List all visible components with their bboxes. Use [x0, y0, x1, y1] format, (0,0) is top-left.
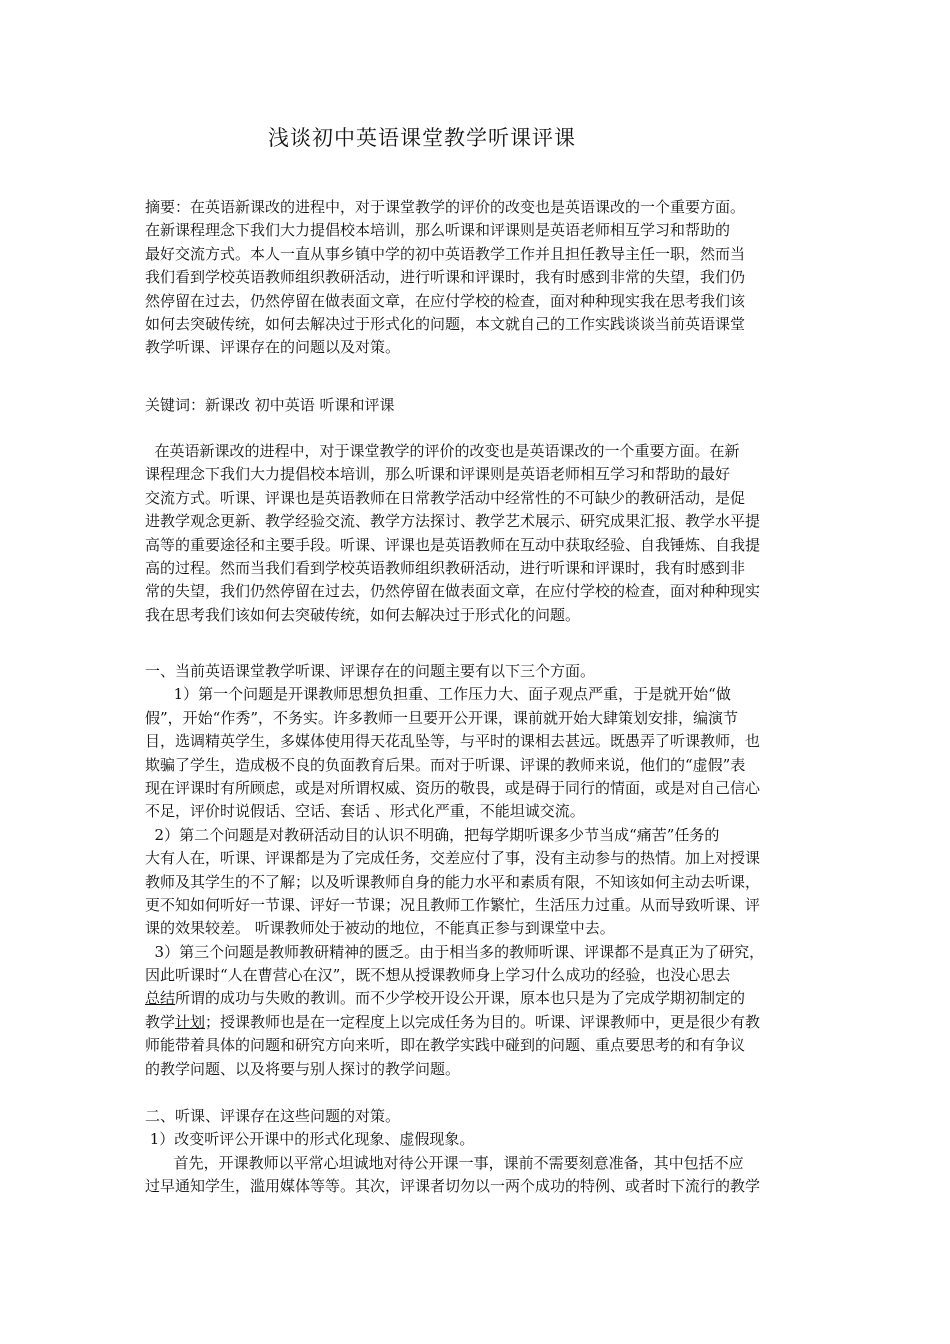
body-line: 假”，开始“作秀”，不务实。许多教师一旦要开公开课，课前就开始大肆策划安排，编演节: [145, 708, 739, 727]
keywords-line: 关键词：新课改 初中英语 听课和评课: [145, 396, 395, 414]
section-one: [145, 660, 805, 1081]
body-line: 现在评课时有所顾虑，或是对所谓权威、资历的敬畏，或是碍于同行的情面，或是对自己信心: [145, 778, 761, 797]
document-title: 浅谈初中英语课堂教学听课评课: [268, 126, 576, 150]
line-text: 教学: [145, 1012, 176, 1031]
line-text: 所谓的成功与失败的教训。而不少学校开设公开课，原本也只是为了完成学期初制定的: [175, 989, 746, 1008]
intro-line: 进教学观念更新、教学经验交流、教学方法探讨、教学艺术展示、研究成果汇报、教学水平提: [145, 512, 761, 531]
body-line: 首先，开课教师以平常心坦诚地对待公开课一事，课前不需要刻意准备，其中包括不应: [145, 1153, 744, 1172]
body-line: 欺骗了学生，造成极不良的负面教育后果。而对于听课、评课的教师来说，他们的“虚假”表: [145, 755, 746, 774]
line-text: ；授课教师也是在一定程度上以完成任务为目的。听课、评课教师中，更是很少有教: [205, 1012, 761, 1031]
section-heading: 二、听课、评课存在这些问题的对策。: [145, 1107, 401, 1125]
abstract-line: 我们看到学校英语教师组织教研活动，进行听课和评课时，我有时感到非常的失望，我们仍: [145, 268, 746, 287]
intro-line: 我在思考我们该如何去突破传统，如何去解决过于形式化的问题。: [145, 605, 581, 624]
keywords-block: [145, 394, 805, 417]
intro-line: 在英语新课改的进程中，对于课堂教学的评价的改变也是英语课改的一个重要方面。在新: [145, 442, 740, 460]
underlined-term: 总结: [145, 989, 176, 1008]
body-line: 过早通知学生，滥用媒体等等。其次，评课者切勿以一两个成功的特例、或者时下流行的教学: [145, 1177, 761, 1196]
intro-paragraph: [145, 440, 805, 627]
underlined-term: 计划: [175, 1012, 206, 1031]
body-line-with-link: [145, 987, 805, 1010]
intro-line: 交流方式。听课、评课也是英语教师在日常教学活动中经常性的不可缺少的教研活动，是促: [145, 488, 746, 507]
intro-line: 常的失望，我们仍然停留在过去，仍然停留在做表面文章，在应付学校的检查，面对种种现实: [145, 582, 761, 601]
section-two: [145, 1105, 805, 1199]
intro-line: 高的过程。然而当我们看到学校英语教师组织教研活动，进行听课和评课时，我有时感到非: [145, 558, 746, 577]
section-heading: 一、当前英语课堂教学听课、评课存在的问题主要有以下三个方面。: [145, 662, 596, 680]
body-line: 的教学问题、以及将要与别人探讨的教学问题。: [145, 1059, 461, 1078]
abstract-line: 摘要：在英语新课改的进程中，对于课堂教学的评价的改变也是英语课改的一个重要方面。: [145, 198, 746, 216]
body-line: 课的效果较差。 听课教师处于被动的地位，不能真正参与到课堂中去。: [145, 919, 615, 938]
body-line: 更不知如何听好一节课、评好一节课；况且教师工作繁忙，生活压力过重。从而导致听课、评: [145, 895, 761, 914]
subsection-heading: 1）改变听评公开课中的形式化现象、虚假现象。: [145, 1130, 475, 1149]
body-line: 3）第三个问题是教师教研精神的匮乏。由于相当多的教师听课、评课都不是真正为了研究，: [145, 942, 765, 961]
body-line: 2）第二个问题是对教研活动目的认识不明确，把每学期听课多少节当成“痛苦”任务的: [145, 825, 720, 844]
body-line: 师能带着具体的问题和研究方向来听，即在教学实践中碰到的问题、重点要思考的和有争议: [145, 1036, 746, 1055]
body-line: 大有人在，听课、评课都是为了完成任务，交差应付了事，没有主动参与的热情。加上对授课: [145, 849, 761, 868]
body-line-with-link: [145, 1011, 805, 1034]
body-line: 教师及其学生的不了解；以及听课教师自身的能力水平和素质有限，不知该如何主动去听课，: [145, 872, 761, 891]
body-line: 目，选调精英学生，多媒体使用得天花乱坠等，与平时的课相去甚远。既愚弄了听课教师，也: [145, 732, 761, 751]
body-line: 不足，评价时说假话、空话、套话 、形式化严重，不能坦诚交流。: [145, 802, 585, 821]
abstract-line: 在新课程理念下我们大力提倡校本培训，那么听课和评课则是英语老师相互学习和帮助的: [145, 221, 731, 240]
abstract-line: 教学听课、评课存在的问题以及对策。: [145, 338, 401, 357]
body-line: 1）第一个问题是开课教师思想负担重、工作压力大、面子观点严重，于是就开始“做: [145, 685, 731, 704]
body-line: 因此听课时“人在曹营心在汉”，既不想从授课教师身上学习什么成功的经验，也没心思去: [145, 966, 731, 985]
abstract-line: 如何去突破传统，如何去解决过于形式化的问题，本文就自己的工作实践谈谈当前英语课堂: [145, 314, 746, 333]
intro-line: 高等的重要途径和主要手段。听课、评课也是英语教师在互动中获取经验、自我锤炼、自我提: [145, 535, 761, 554]
abstract-line: 然停留在过去，仍然停留在做表面文章，在应付学校的检查，面对种种现实我在思考我们该: [145, 291, 746, 310]
abstract-block: [145, 196, 805, 360]
abstract-line: 最好交流方式。本人一直从事乡镇中学的初中英语教学工作并且担任教导主任一职，然而当: [145, 244, 746, 263]
intro-line: 课程理念下我们大力提倡校本培训，那么听课和评课则是英语老师相互学习和帮助的最好: [145, 465, 731, 484]
